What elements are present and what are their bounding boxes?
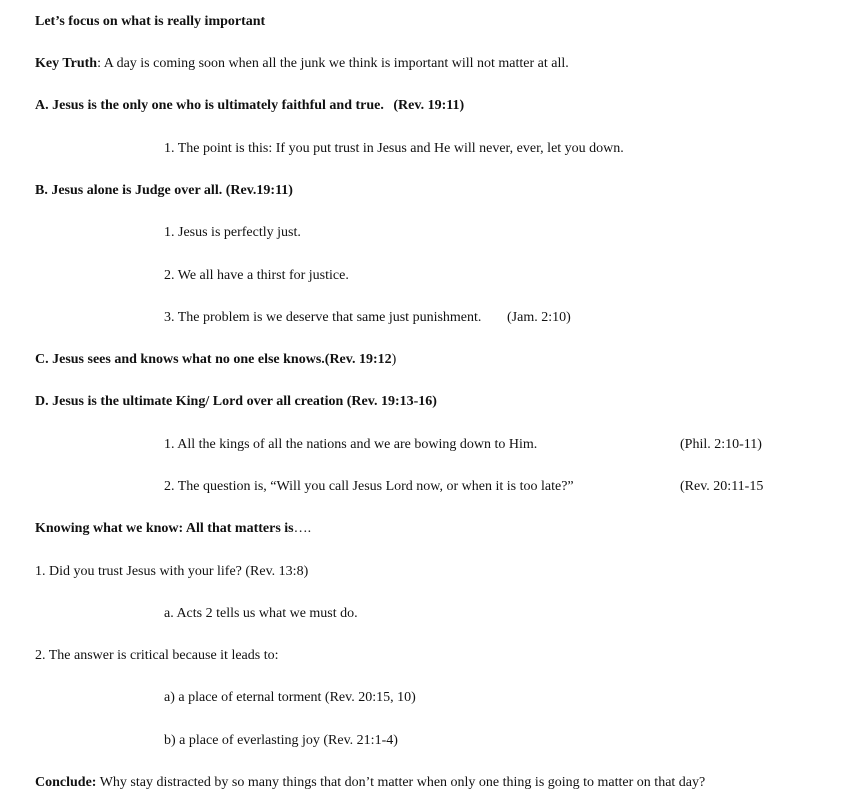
section-a-ref: (Rev. 19:11) xyxy=(393,98,465,113)
question-1-sub-a: a. Acts 2 tells us what we must do. xyxy=(164,606,358,621)
section-c-heading xyxy=(35,351,396,369)
section-a-title: A. Jesus is the only one who is ultimately faithful and true. xyxy=(35,98,384,113)
section-b-point-2: 2. We all have a thirst for justice. xyxy=(164,268,349,283)
key-truth-text: : A day is coming soon when all the junk we think is important will not matter at all. xyxy=(97,56,569,71)
conclude-label: Conclude: xyxy=(35,775,97,790)
section-c-title: C. Jesus sees and knows what no one else knows.(Rev. 19:12 xyxy=(35,352,392,367)
conclude xyxy=(35,774,705,792)
knowing-bold: Knowing what we know: All that matters is xyxy=(35,521,294,536)
conclude-text: Why stay distracted by so many things that don’t matter when only one thing is going to matter on that day? xyxy=(96,775,706,790)
section-c-close: ) xyxy=(391,352,397,367)
knowing-heading xyxy=(35,520,311,538)
section-a-point-1: 1. The point is this: If you put trust in Jesus and He will never, ever, let you down. xyxy=(164,141,624,156)
page-title: Let’s focus on what is really important xyxy=(35,14,266,29)
key-truth xyxy=(35,55,569,73)
question-1: 1. Did you trust Jesus with your life? (Rev. 13:8) xyxy=(35,564,309,579)
section-d-point-1-ref: (Phil. 2:10-11) xyxy=(680,437,762,452)
section-d-point-2-ref: (Rev. 20:11-15 xyxy=(680,479,764,494)
question-2-sub-a: a) a place of eternal torment (Rev. 20:15, 10) xyxy=(164,690,416,705)
question-2: 2. The answer is critical because it leads to: xyxy=(35,648,279,663)
question-2-sub-b: b) a place of everlasting joy (Rev. 21:1-4) xyxy=(164,733,398,748)
section-a-heading xyxy=(35,97,464,115)
section-b-point-3-ref: (Jam. 2:10) xyxy=(507,310,571,325)
section-b-point-1: 1. Jesus is perfectly just. xyxy=(164,225,301,240)
section-d-point-2: 2. The question is, “Will you call Jesus Lord now, or when it is too late?” xyxy=(164,479,574,494)
section-b-heading: B. Jesus alone is Judge over all. (Rev.19:11) xyxy=(35,183,293,198)
key-truth-label: Key Truth xyxy=(35,56,98,71)
section-b-point-3: 3. The problem is we deserve that same just punishment. xyxy=(164,310,482,325)
knowing-trail: …. xyxy=(293,521,312,536)
section-d-point-1: 1. All the kings of all the nations and we are bowing down to Him. xyxy=(164,437,538,452)
section-d-heading: D. Jesus is the ultimate King/ Lord over all creation (Rev. 19:13-16) xyxy=(35,394,437,409)
